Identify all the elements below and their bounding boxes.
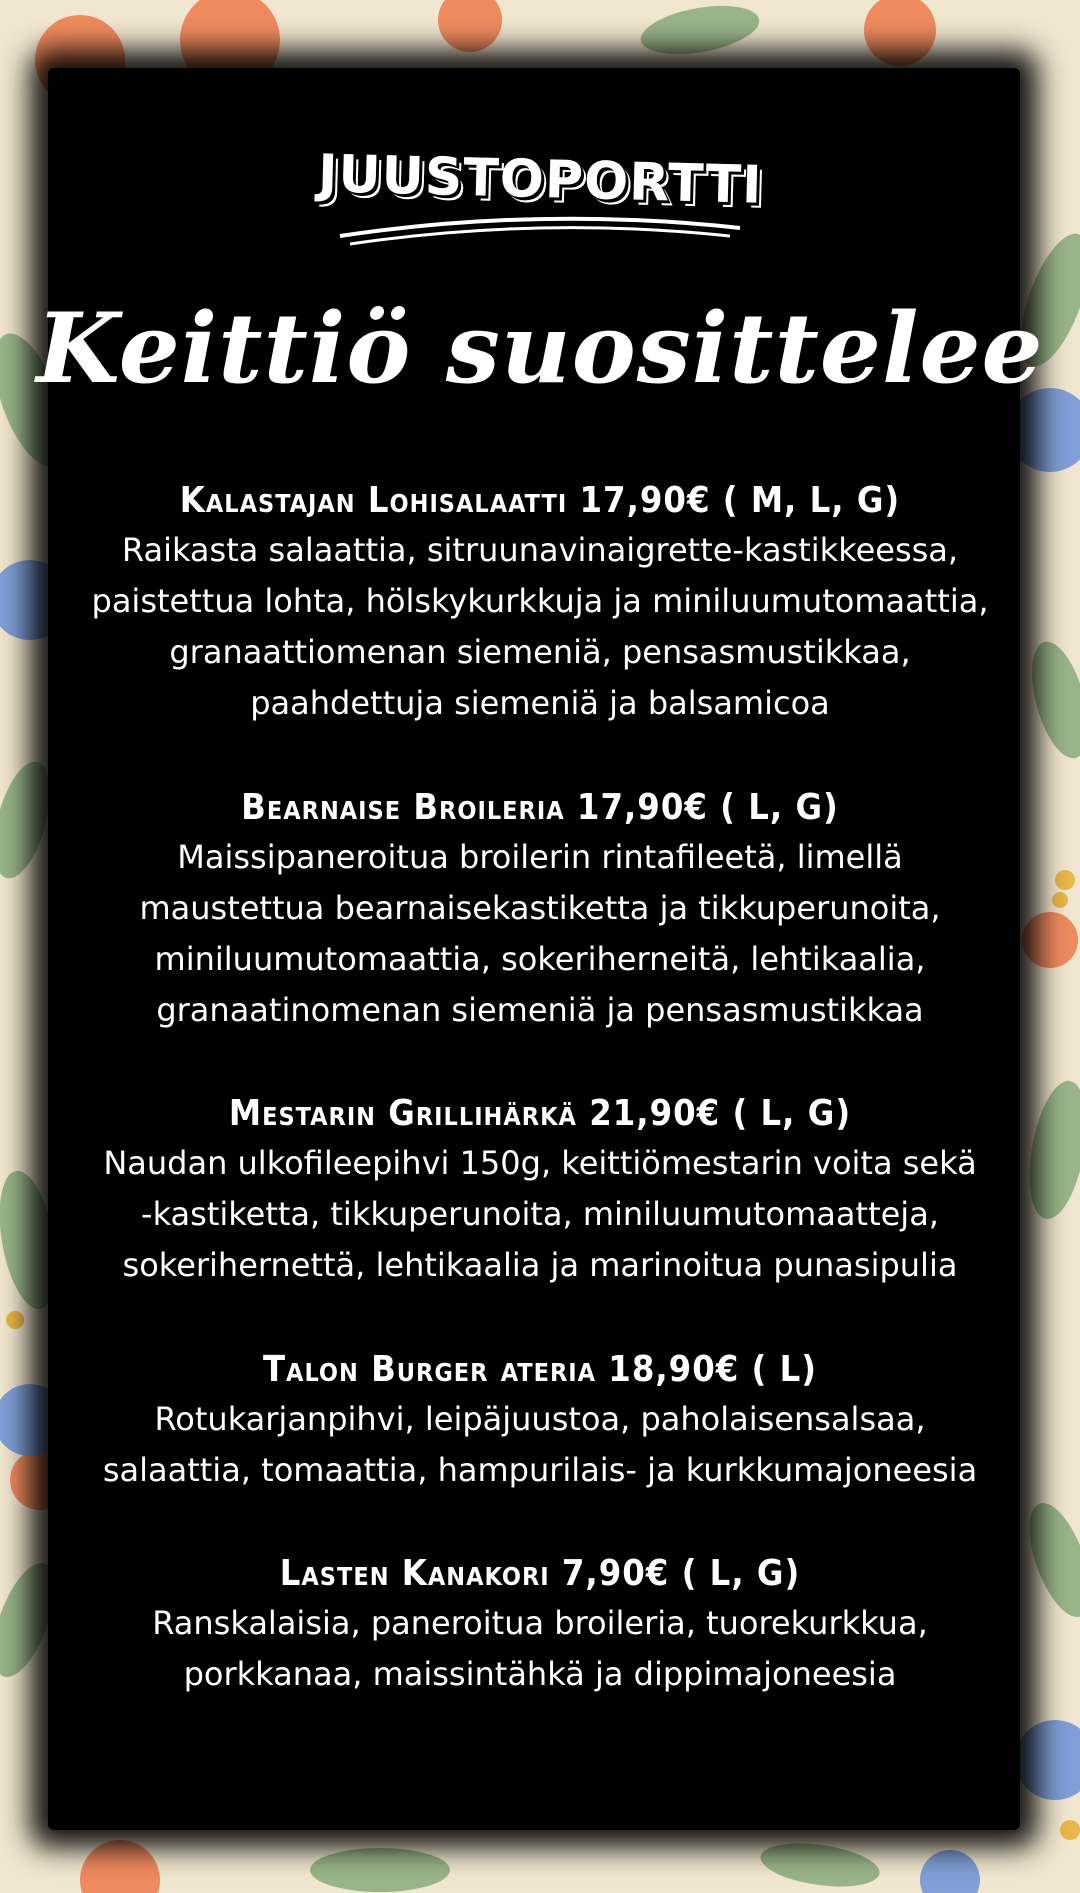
menu-item-title: Kalastajan Lohisalaatti 17,90€ ( M, L, G) — [179, 480, 901, 521]
menu-item-title: Bearnaise Broileria 17,90€ ( L, G) — [241, 787, 839, 828]
menu-item-description-line: granaattiomenan siemeniä, pensasmustikkaa, — [169, 633, 911, 671]
menu-item-description-line: salaattia, tomaattia, hampurilais- ja kurkkumajoneesia — [102, 1451, 978, 1489]
menu-item — [60, 1346, 1020, 1496]
brand-swoosh-icon — [330, 208, 750, 248]
menu-item — [60, 784, 1020, 1036]
brand-name: JUUSTOPORTTI — [317, 144, 763, 216]
menu-item-description-line: Maissipaneroitua broilerin rintafileetä, limellä — [177, 838, 903, 876]
menu-item — [60, 1550, 1020, 1700]
menu-item-description-line: sokerihernettä, lehtikaalia ja marinoitua punasipulia — [122, 1246, 958, 1284]
menu-item-description-line: paahdettuja siemeniä ja balsamicoa — [250, 684, 830, 722]
page-title: Keittiö suosittelee — [36, 292, 1044, 405]
menu-item-title: Lasten Kanakori 7,90€ ( L, G) — [279, 1553, 801, 1594]
menu-item — [60, 477, 1020, 729]
menu-item-description-line: miniluumutomaattia, sokeriherneitä, lehtikaalia, — [154, 940, 926, 978]
menu-item-description-line: granaatinomenan siemeniä ja pensasmustikkaa — [156, 991, 924, 1029]
menu-item — [60, 1090, 1020, 1291]
menu-item-description-line: Raikasta salaattia, sitruunavinaigrette-kastikkeessa, — [121, 531, 959, 569]
menu-item-description-line: -kastiketta, tikkuperunoita, miniluumutomaatteja, — [141, 1195, 939, 1233]
brand-logo — [0, 144, 1080, 216]
menu-item-description-line: porkkanaa, maissintähkä ja dippimajoneesia — [183, 1655, 897, 1693]
menu-item-title: Talon Burger ateria 18,90€ ( L) — [262, 1349, 818, 1390]
menu-item-title: Mestarin Grillihärkä 21,90€ ( L, G) — [228, 1093, 852, 1134]
menu-item-description-line: Rotukarjanpihvi, leipäjuustoa, paholaisensalsaa, — [154, 1400, 926, 1438]
menu-item-description-line: Naudan ulkofileepihvi 150g, keittiömestarin voita sekä — [103, 1144, 977, 1182]
menu-item-description-line: Ranskalaisia, paneroitua broileria, tuorekurkkua, — [152, 1604, 928, 1642]
menu-item-description-line: paistettua lohta, hölskykurkkuja ja miniluumutomaattia, — [91, 582, 989, 620]
menu-item-description-line: maustettua bearnaisekastiketta ja tikkuperunoita, — [139, 889, 941, 927]
